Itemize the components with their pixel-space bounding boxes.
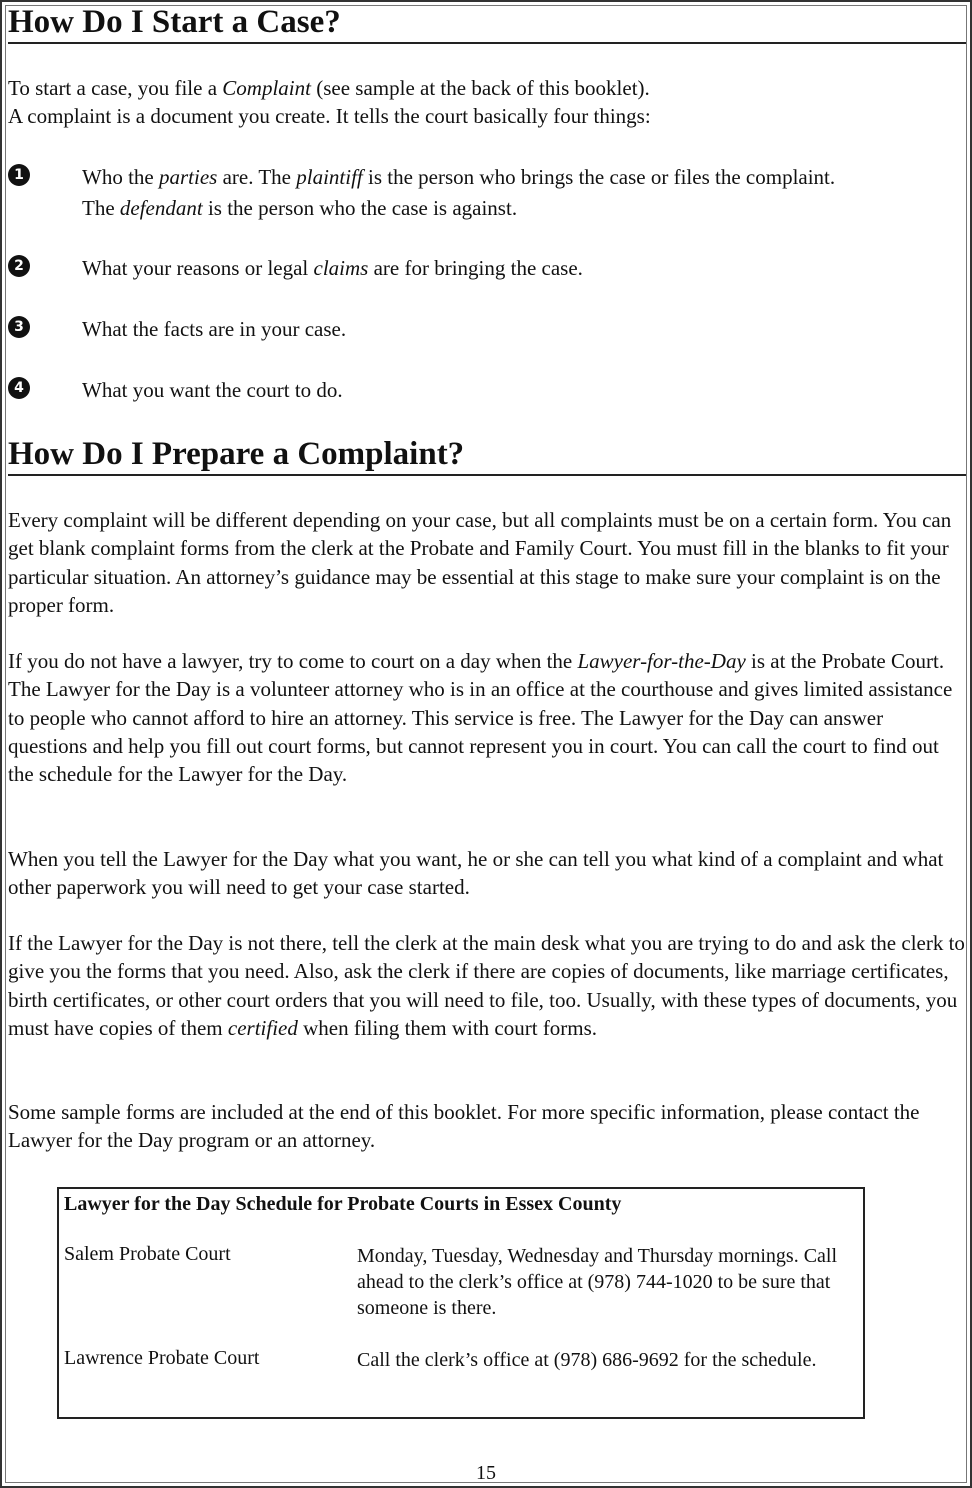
text: What your reasons or legal — [82, 256, 314, 280]
intro-text: (see sample at the back of this booklet). — [310, 76, 650, 100]
emphasis: claims — [313, 256, 369, 280]
court-name: Lawrence Probate Court — [64, 1347, 260, 1369]
schedule-box — [57, 1187, 865, 1419]
paragraph — [8, 929, 966, 1042]
text: is the person who brings the case or files the complaint. — [362, 165, 836, 189]
intro-text: To start a case, you file a — [8, 76, 223, 100]
emphasis: certified — [227, 1015, 298, 1040]
text: What you want the court to do. — [82, 378, 343, 402]
list-item-text — [82, 253, 966, 284]
court-detail: Monday, Tuesday, Wednesday and Thursday mornings. Call ahead to the clerk’s office at (978) 744-1020 to be sure that someone is there. — [357, 1245, 838, 1319]
paragraph: When you tell the Lawyer for the Day what you want, he or she can tell you what kind of a complaint and what other paperwork you will need to get your case started. — [8, 847, 944, 900]
emphasis: plaintiff — [296, 165, 363, 189]
intro-emphasis: Complaint — [222, 76, 311, 100]
emphasis: Lawyer-for-the-Day — [577, 649, 746, 673]
numbered-bullet-icon: 1 — [8, 164, 30, 186]
text: Who the — [82, 165, 159, 189]
intro-paragraph — [8, 74, 966, 131]
page-number: 15 — [476, 1462, 496, 1484]
court-name: Salem Probate Court — [64, 1243, 231, 1265]
schedule-title: Lawyer for the Day Schedule for Probate Courts in Essex County — [64, 1193, 622, 1215]
text: is the person who the case is against. — [202, 196, 518, 220]
text: is at the Probate Court. The Lawyer for the Day is a volunteer attorney who is in an office at the courthouse and gives limited assistance to people who cannot afford to hire an attorney. This service is free. The Lawyer for the Day can answer questions and help you fill out court forms, but cannot represent you in court. You can call the court to find out the schedule for the Lawyer for the Day. — [8, 649, 953, 787]
text: are for bringing the case. — [368, 256, 583, 280]
emphasis: defendant — [119, 196, 203, 220]
paragraph: Some sample forms are included at the end of this booklet. For more specific information, please contact the Lawyer for the Day program or an attorney. — [8, 1100, 920, 1153]
list-item-text — [82, 162, 966, 224]
numbered-bullet-icon: 3 — [8, 316, 30, 338]
section-heading-start-case: How Do I Start a Case? — [8, 2, 966, 44]
section-heading-prepare-complaint: How Do I Prepare a Complaint? — [8, 434, 966, 476]
list-item-text — [82, 314, 966, 345]
text: What the facts are in your case. — [82, 317, 347, 341]
text: If you do not have a lawyer, try to come to court on a day when the — [8, 649, 578, 673]
emphasis: parties — [158, 165, 218, 189]
intro-text: A complaint is a document you create. It tells the court basically four things: — [8, 104, 651, 129]
text: If the Lawyer for the Day is not there, tell the clerk at the main desk what you are trying to do and ask the clerk to give you the forms that you need. Also, ask the clerk if there are copies of documents, like marriage certificates, birth certificates, or other court orders that you will need to file, too. Usually, with these types of documents, you must have copies of them — [8, 931, 965, 1040]
text: The — [82, 196, 120, 220]
court-detail: Call the clerk’s office at (978) 686-9692 for the schedule. — [357, 1349, 817, 1371]
list-item-text — [82, 375, 966, 406]
paragraph — [8, 647, 966, 788]
paragraph: Every complaint will be different depending on your case, but all complaints must be on a certain form. You can get blank complaint forms from the clerk at the Probate and Family Court. You must fill in the blanks to fit your particular situation. An attorney’s guidance may be essential at this stage to make sure your complaint is on the proper form. — [8, 508, 952, 617]
numbered-bullet-icon: 2 — [8, 255, 30, 277]
numbered-bullet-icon: 4 — [8, 377, 30, 399]
text: are. The — [217, 165, 297, 189]
text: when filing them with court forms. — [297, 1015, 598, 1040]
